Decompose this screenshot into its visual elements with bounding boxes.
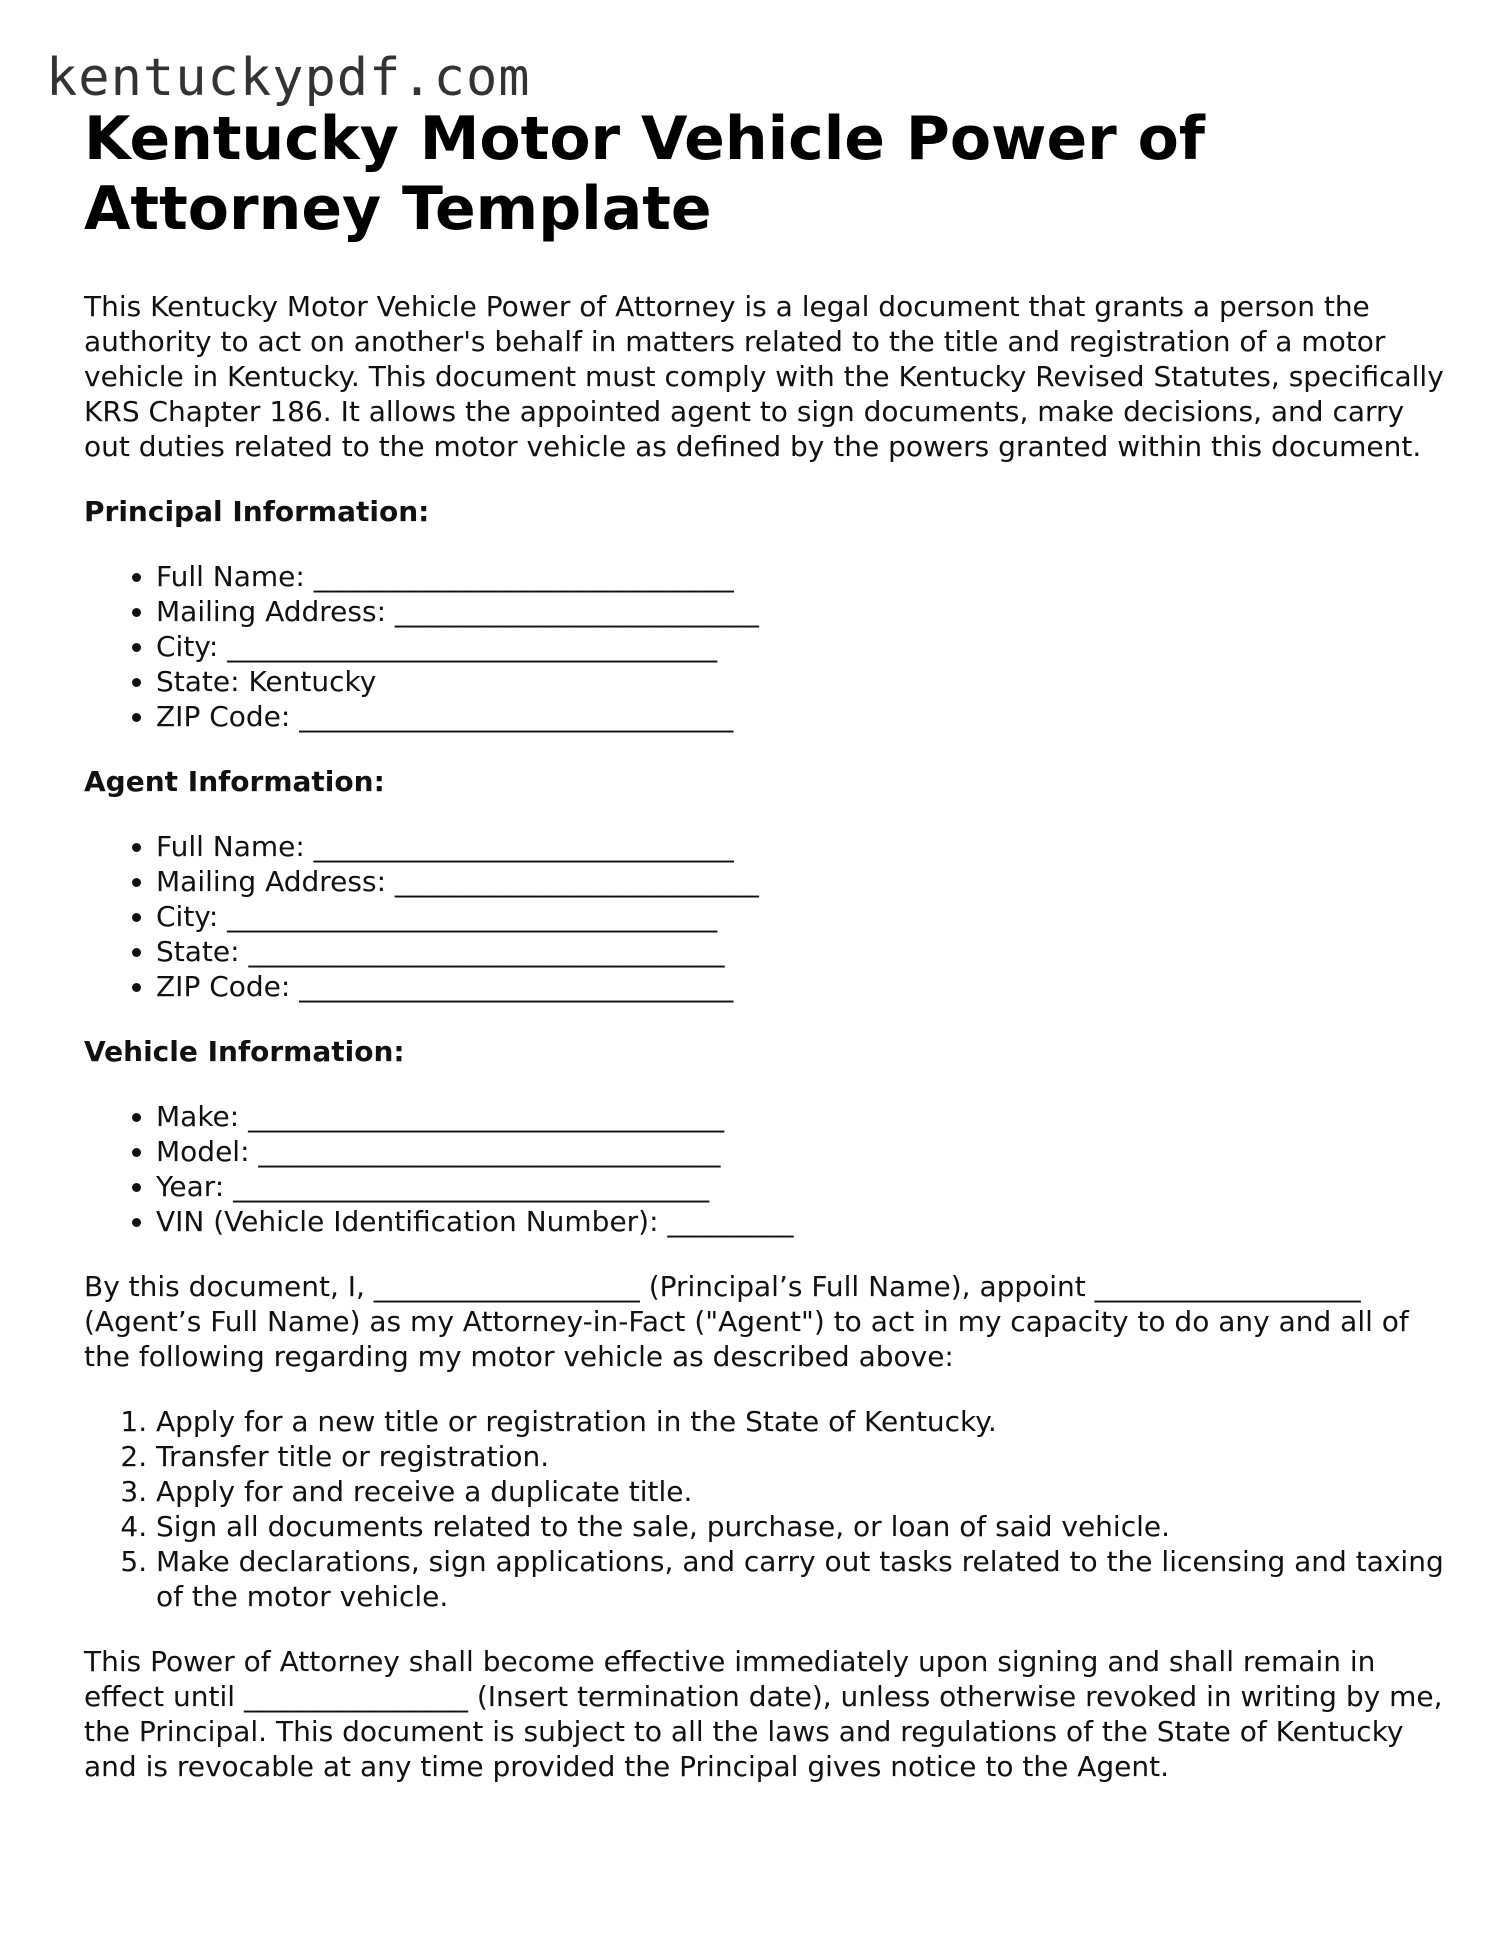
agent-list: [84, 829, 1454, 1004]
agent-heading: Agent Information:: [84, 765, 385, 798]
agent-full-name: • Full Name: ______________________________: [156, 829, 1454, 864]
power-item: 4. Sign all documents related to the sale, purchase, or loan of said vehicle.: [156, 1509, 1454, 1544]
principal-mailing-address: • Mailing Address: __________________________: [156, 594, 1454, 629]
agent-zip: • ZIP Code: _______________________________: [156, 969, 1454, 1004]
principal-state: • State: Kentucky: [156, 664, 1454, 699]
principal-list: [84, 559, 1454, 734]
document-title: Kentucky Motor Vehicle Power of Attorney Template: [84, 104, 1205, 244]
powers-list: [84, 1404, 1454, 1614]
vehicle-make: • Make: __________________________________: [156, 1099, 1454, 1134]
agent-city: • City: ___________________________________: [156, 899, 1454, 934]
agent-mailing-address: • Mailing Address: __________________________: [156, 864, 1454, 899]
effective-paragraph: This Power of Attorney shall become effective immediately upon signing and shall remain in effect until ________________ (Insert termination date), unless otherwise revoked in writing by me, the Principal. This document is subject to all the laws and regulations of the State of Kentucky and is revocable at any time provided the Principal gives notice to the Agent.: [84, 1645, 1443, 1783]
vehicle-heading: Vehicle Information:: [84, 1035, 405, 1068]
agent-state: • State: __________________________________: [156, 934, 1454, 969]
vehicle-list: [84, 1099, 1454, 1239]
principal-full-name: • Full Name: ______________________________: [156, 559, 1454, 594]
power-item: 3. Apply for and receive a duplicate title.: [156, 1474, 1454, 1509]
principal-city: • City: ___________________________________: [156, 629, 1454, 664]
appointment-paragraph: By this document, I, ___________________ (Principal’s Full Name), appoint ___________________ (Agent’s Full Name) as my Attorney-in-Fact ("Agent") to act in my capacity to do any and all of the following regarding my motor vehicle as described above:: [84, 1270, 1409, 1373]
principal-zip: • ZIP Code: _______________________________: [156, 699, 1454, 734]
document-body: [84, 104, 1454, 1784]
principal-heading: Principal Information:: [84, 495, 430, 528]
vehicle-vin: • VIN (Vehicle Identification Number): _________: [156, 1204, 1454, 1239]
vehicle-year: • Year: __________________________________: [156, 1169, 1454, 1204]
intro-paragraph: This Kentucky Motor Vehicle Power of Attorney is a legal document that grants a person the authority to act on another's behalf in matters related to the title and registration of a motor vehicle in Kentucky. This document must comply with the Kentucky Revised Statutes, specifically KRS Chapter 186. It allows the appointed agent to sign documents, make decisions, and carry out duties related to the motor vehicle as defined by the powers granted within this document.: [84, 290, 1444, 463]
site-watermark: kentuckypdf.com: [46, 48, 531, 108]
power-item: 2. Transfer title or registration.: [156, 1439, 1454, 1474]
power-item: 1. Apply for a new title or registration in the State of Kentucky.: [156, 1404, 1454, 1439]
power-item: 5. Make declarations, sign applications, and carry out tasks related to the licensing and taxing of the motor vehicle.: [156, 1544, 1454, 1614]
vehicle-model: • Model: _________________________________: [156, 1134, 1454, 1169]
